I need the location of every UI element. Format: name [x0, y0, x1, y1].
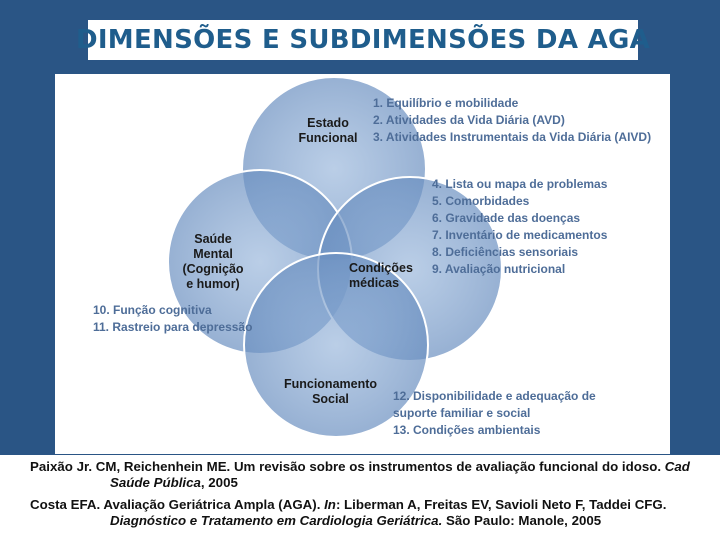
reference-1-year: , 2005 [200, 475, 238, 490]
list-item: 2. Atividades da Vida Diária (AVD) [373, 113, 565, 127]
list-item: 9. Avaliação nutricional [432, 262, 566, 276]
list-item: suporte familiar e social [393, 406, 531, 420]
reference-1-journal-b: Saúde Pública [110, 475, 201, 490]
list-funcionamento-social [393, 388, 596, 439]
label-saude-mental [173, 232, 253, 292]
diagram-panel [55, 74, 670, 454]
label-estado-funcional [283, 116, 373, 146]
label-line: Estado [307, 116, 349, 130]
reference-2-editors: : Liberman A, Freitas EV, Savioli Neto F, Taddei CFG. [335, 497, 667, 512]
label-line: Saúde [194, 232, 232, 246]
slide-title: DIMENSÕES E SUBDIMENSÕES DA AGA [75, 25, 651, 55]
references-footer [0, 455, 720, 540]
title-banner [75, 20, 651, 60]
reference-1-line-1 [30, 459, 712, 475]
list-item: 3. Atividades Instrumentais da Vida Diária (AIVD) [373, 130, 652, 144]
list-item: 7. Inventário de medicamentos [432, 228, 608, 242]
label-line: médicas [349, 276, 400, 290]
list-item: 12. Disponibilidade e adequação de [393, 389, 596, 403]
list-item: 11. Rastreio para depressão [93, 320, 253, 334]
label-line: (Cognição [182, 262, 244, 276]
reference-1-journal-a: Cad [664, 459, 690, 474]
reference-2-in: In [324, 497, 336, 512]
reference-2-line-1 [30, 497, 712, 513]
list-saude-mental [93, 302, 252, 336]
list-item: 10. Função cognitiva [93, 303, 212, 317]
list-condicoes-medicas [432, 176, 607, 278]
list-item: 13. Condições ambientais [393, 423, 541, 437]
list-item: 1. Equilíbrio e mobilidade [373, 96, 519, 110]
label-line: e humor) [186, 277, 240, 291]
reference-2-publisher: São Paulo: Manole, 2005 [442, 513, 602, 528]
label-condicoes-medicas [349, 261, 419, 291]
label-line: Mental [193, 247, 233, 261]
list-item: 8. Deficiências sensoriais [432, 245, 579, 259]
reference-1-line-2 [30, 475, 712, 491]
label-funcionamento-social [273, 377, 388, 407]
reference-1-text: Paixão Jr. CM, Reichenhein ME. Um revisão sobre os instrumentos de avaliação funcional do idoso. [30, 459, 662, 474]
reference-2-line-2 [30, 513, 712, 529]
label-line: Funcionamento [283, 377, 378, 391]
list-item: 5. Comorbidades [432, 194, 530, 208]
label-line: Funcional [298, 131, 358, 145]
list-estado-funcional [373, 95, 651, 146]
label-line: Condições [349, 261, 413, 275]
label-line: Social [312, 392, 349, 406]
reference-2-text: Costa EFA. Avaliação Geriátrica Ampla (AGA). [30, 497, 321, 512]
list-item: 4. Lista ou mapa de problemas [432, 177, 608, 191]
reference-2-book: Diagnóstico e Tratamento em Cardiologia Geriátrica. [110, 513, 443, 528]
list-item: 6. Gravidade das doenças [432, 211, 581, 225]
